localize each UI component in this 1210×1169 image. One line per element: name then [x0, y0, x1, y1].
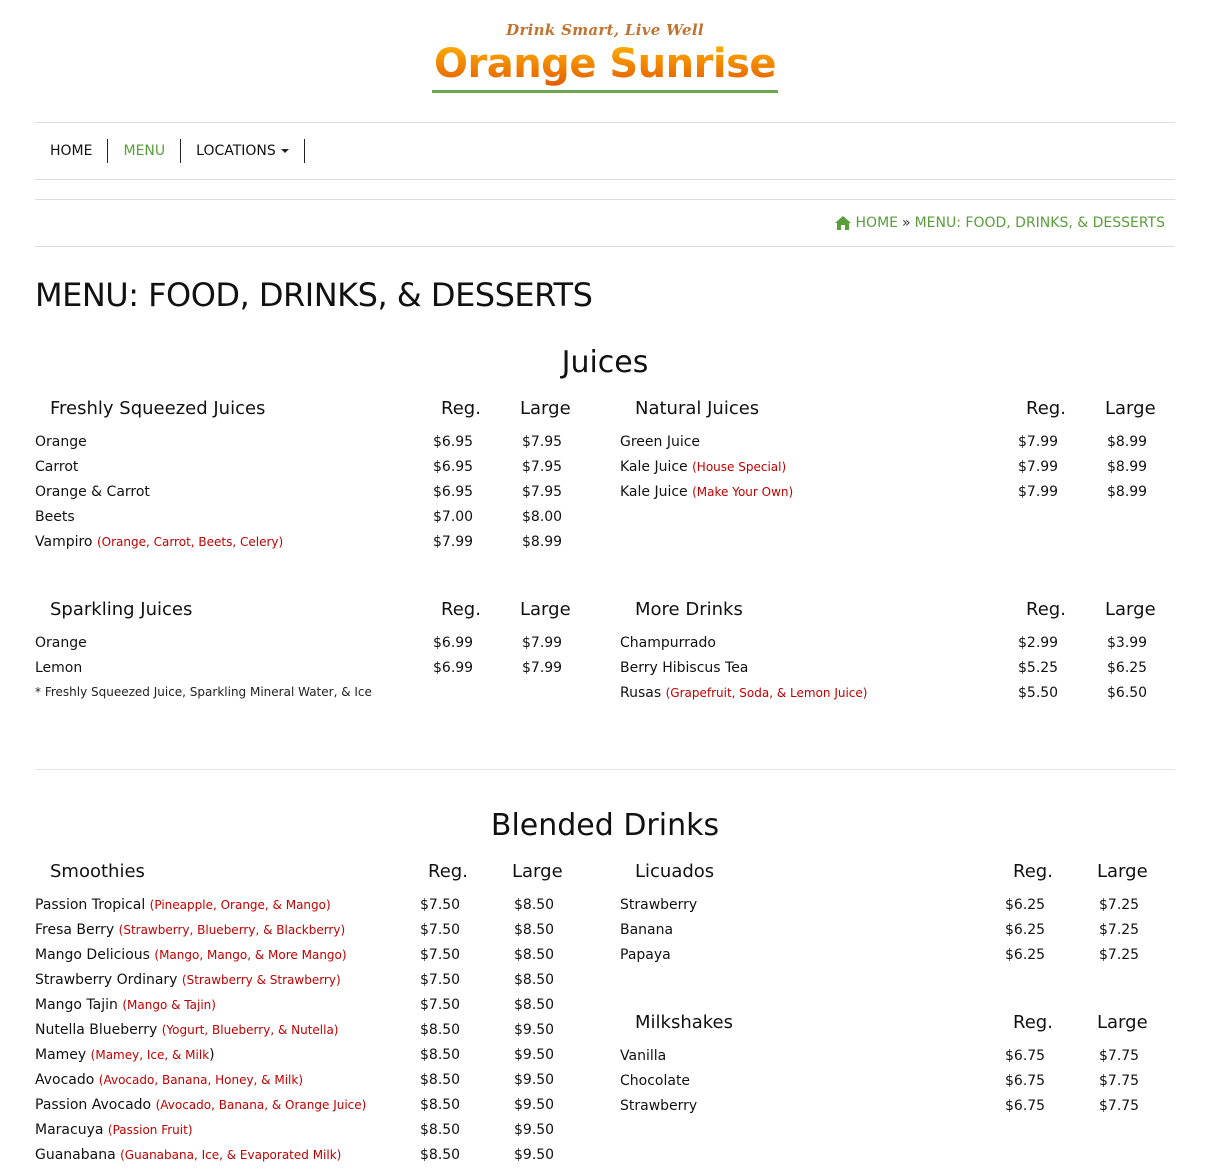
menu-item [35, 656, 590, 681]
menu-item-cell [620, 681, 867, 706]
menu-block-milkshakes [620, 1012, 1175, 1119]
column-header-large: Large [520, 599, 571, 620]
menu-item [620, 1094, 1175, 1119]
menu-item-name: Orange [35, 635, 87, 651]
price-regular: $7.50 [420, 997, 461, 1013]
price-large: $8.99 [522, 534, 563, 550]
menu-item [35, 631, 590, 656]
column-header-reg: Reg. [428, 861, 468, 882]
price-large: $8.99 [1107, 459, 1148, 475]
menu-item-cell [35, 656, 82, 681]
nav-menu[interactable]: MENU [108, 139, 181, 163]
menu-item-description: (Strawberry, Blueberry, & Blackberry) [118, 923, 346, 937]
menu-item [620, 918, 1175, 943]
menu-block-title: Freshly Squeezed Juices [50, 398, 266, 419]
menu-item-cell [620, 1044, 666, 1069]
menu-block-title: More Drinks [635, 599, 743, 620]
price-large: $8.50 [514, 897, 555, 913]
menu-item-cell [35, 968, 341, 993]
menu-item [35, 1118, 590, 1143]
menu-block-more [620, 599, 1175, 706]
menu-block-title: Licuados [635, 861, 715, 882]
price-large: $7.25 [1099, 947, 1140, 963]
column-header-large: Large [1097, 1012, 1148, 1033]
price-large: $3.99 [1107, 635, 1148, 651]
menu-item-name: Nutella Blueberry [35, 1022, 158, 1038]
menu-item-name: Strawberry Ordinary [35, 972, 178, 988]
menu-item-name: Fresa Berry [35, 922, 115, 938]
price-regular: $7.50 [420, 897, 461, 913]
price-regular: $6.25 [1005, 922, 1046, 938]
column-header-reg: Reg. [441, 398, 481, 419]
menu-item-cell [35, 631, 87, 656]
menu-item-description: (Passion Fruit) [107, 1123, 193, 1137]
menu-item-name: Maracuya [35, 1122, 104, 1138]
price-large: $9.50 [514, 1147, 555, 1163]
menu-item [35, 480, 590, 505]
menu-item [620, 943, 1175, 968]
menu-item-cell [35, 480, 150, 505]
menu-item-name: Vampiro [35, 534, 93, 550]
column-header-reg: Reg. [1026, 599, 1066, 620]
price-regular: $8.50 [420, 1147, 461, 1163]
menu-item-cell [35, 505, 75, 530]
menu-item-tail: ) [209, 1047, 215, 1063]
menu-item-cell [620, 893, 697, 918]
menu-item-description: (Orange, Carrot, Beets, Celery) [96, 535, 284, 549]
menu-block-header [620, 599, 1175, 631]
menu-item-cell [35, 1118, 193, 1143]
menu-item-name: Orange [35, 434, 87, 450]
menu-item-cell [35, 1143, 341, 1168]
menu-item-description: (Pineapple, Orange, & Mango) [149, 898, 331, 912]
menu-item [35, 893, 590, 918]
menu-item-name: Kale Juice [620, 459, 688, 475]
menu-item [35, 505, 590, 530]
column-header-large: Large [512, 861, 563, 882]
price-large: $8.00 [522, 509, 563, 525]
menu-item [620, 656, 1175, 681]
menu-item-name: Passion Avocado [35, 1097, 152, 1113]
menu-item [620, 430, 1175, 455]
price-regular: $8.50 [420, 1047, 461, 1063]
column-header-large: Large [520, 398, 571, 419]
menu-item-description: (House Special) [692, 460, 787, 474]
section-title-juices: Juices [561, 345, 649, 380]
price-regular: $6.95 [433, 434, 474, 450]
price-large: $7.95 [522, 459, 563, 475]
menu-item-description: (Avocado, Banana, & Orange Juice) [155, 1098, 367, 1112]
menu-item-name: Strawberry [620, 897, 698, 913]
price-large: $9.50 [514, 1022, 555, 1038]
menu-item-description: (Mamey, Ice, & Milk [90, 1048, 210, 1062]
main-nav [35, 122, 1175, 180]
column-header-reg: Reg. [1013, 1012, 1053, 1033]
menu-item-name: Mango Tajin [35, 997, 118, 1013]
price-large: $8.50 [514, 972, 555, 988]
price-large: $6.50 [1107, 685, 1148, 701]
menu-item-cell [620, 656, 748, 681]
price-regular: $6.75 [1005, 1048, 1046, 1064]
breadcrumb-home-link[interactable]: HOME [855, 215, 898, 231]
price-large: $9.50 [514, 1097, 555, 1113]
menu-item [620, 681, 1175, 706]
menu-block-header [35, 599, 590, 631]
menu-item-name: Banana [620, 922, 674, 938]
price-large: $7.99 [522, 660, 563, 676]
menu-item [35, 1043, 590, 1068]
price-regular: $8.50 [420, 1072, 461, 1088]
menu-item-cell [35, 993, 216, 1018]
menu-item-cell [620, 455, 786, 480]
price-large: $8.99 [1107, 484, 1148, 500]
menu-item-cell [620, 1094, 697, 1119]
menu-item [620, 455, 1175, 480]
column-header-large: Large [1097, 861, 1148, 882]
menu-item-name: Passion Tropical [35, 897, 146, 913]
menu-item-name: Avocado [35, 1072, 95, 1088]
menu-item-cell [35, 943, 347, 968]
menu-item-cell [35, 1043, 215, 1068]
price-large: $9.50 [514, 1122, 555, 1138]
menu-item-description: (Mango & Tajin) [122, 998, 216, 1012]
menu-item [35, 1093, 590, 1118]
menu-item [35, 918, 590, 943]
price-regular: $8.50 [420, 1122, 461, 1138]
menu-item [620, 480, 1175, 505]
menu-item [620, 893, 1175, 918]
menu-item-name: Mamey [35, 1047, 87, 1063]
price-large: $7.75 [1099, 1048, 1140, 1064]
menu-item-name: Rusas [620, 685, 662, 701]
menu-item-cell [620, 918, 673, 943]
price-regular: $6.99 [433, 660, 474, 676]
menu-block-header [620, 398, 1175, 430]
price-regular: $6.99 [433, 635, 474, 651]
menu-item-cell [35, 430, 87, 455]
menu-item-cell [35, 455, 78, 480]
menu-block-header [620, 1012, 1175, 1044]
nav-home[interactable]: HOME [35, 139, 108, 163]
menu-item-description: (Strawberry & Strawberry) [181, 973, 341, 987]
price-large: $6.25 [1107, 660, 1148, 676]
price-regular: $6.75 [1005, 1073, 1046, 1089]
price-large: $7.75 [1099, 1073, 1140, 1089]
brand-underline [432, 90, 778, 93]
column-header-large: Large [1105, 398, 1156, 419]
price-regular: $7.50 [420, 947, 461, 963]
menu-item [35, 1068, 590, 1093]
site-logo[interactable] [430, 18, 780, 98]
menu-item-name: Berry Hibiscus Tea [620, 660, 749, 676]
price-large: $9.50 [514, 1047, 555, 1063]
menu-item-cell [35, 918, 345, 943]
menu-block-header [35, 861, 590, 893]
price-regular: $2.99 [1018, 635, 1059, 651]
nav-locations-label: LOCATIONS [196, 143, 276, 159]
menu-item-cell [620, 480, 793, 505]
column-header-reg: Reg. [1013, 861, 1053, 882]
menu-item-name: Orange & Carrot [35, 484, 150, 500]
menu-item-cell [35, 1068, 303, 1093]
price-regular: $6.25 [1005, 897, 1046, 913]
menu-block-header [35, 398, 590, 430]
price-regular: $8.50 [420, 1022, 461, 1038]
menu-item [35, 943, 590, 968]
price-large: $7.95 [522, 434, 563, 450]
price-large: $7.75 [1099, 1098, 1140, 1114]
menu-item [35, 993, 590, 1018]
nav-locations[interactable] [181, 139, 305, 163]
menu-item-description: (Grapefruit, Soda, & Lemon Juice) [665, 686, 868, 700]
menu-item-cell [35, 1093, 366, 1118]
menu-item-description: (Yogurt, Blueberry, & Nutella) [161, 1023, 339, 1037]
price-regular: $6.75 [1005, 1098, 1046, 1114]
menu-item [35, 1143, 590, 1168]
menu-item-name: Green Juice [620, 434, 701, 450]
menu-item [620, 1069, 1175, 1094]
menu-item [35, 968, 590, 993]
price-large: $8.50 [514, 947, 555, 963]
price-regular: $5.25 [1018, 660, 1059, 676]
price-regular: $7.99 [433, 534, 474, 550]
menu-note: * Freshly Squeezed Juice, Sparkling Mineral Water, & Ice [35, 685, 372, 699]
menu-item-description: (Avocado, Banana, Honey, & Milk) [98, 1073, 304, 1087]
price-large: $7.25 [1099, 897, 1140, 913]
menu-item-name: Papaya [620, 947, 671, 963]
section-divider [35, 769, 1175, 770]
menu-block-header [620, 861, 1175, 893]
menu-item-name: Chocolate [620, 1073, 691, 1089]
price-regular: $6.25 [1005, 947, 1046, 963]
price-large: $9.50 [514, 1072, 555, 1088]
price-large: $8.50 [514, 922, 555, 938]
menu-block-sparkling [35, 599, 590, 699]
menu-item-name: Guanabana [35, 1147, 116, 1163]
price-regular: $6.95 [433, 459, 474, 475]
menu-block-smoothies [35, 861, 590, 1168]
price-regular: $7.99 [1018, 434, 1059, 450]
menu-block-title: Sparkling Juices [50, 599, 193, 620]
menu-block-title: Smoothies [50, 861, 145, 882]
caret-down-icon [281, 149, 289, 153]
menu-block-fresh [35, 398, 590, 555]
breadcrumb-separator: » [902, 215, 911, 231]
price-regular: $7.50 [420, 922, 461, 938]
price-large: $7.25 [1099, 922, 1140, 938]
column-header-large: Large [1105, 599, 1156, 620]
home-icon [835, 216, 851, 230]
menu-item-cell [620, 943, 671, 968]
price-large: $7.95 [522, 484, 563, 500]
menu-item-cell [620, 1069, 690, 1094]
menu-item [35, 1018, 590, 1043]
column-header-reg: Reg. [1026, 398, 1066, 419]
menu-item [620, 1044, 1175, 1069]
menu-item-description: (Guanabana, Ice, & Evaporated Milk) [120, 1148, 342, 1162]
price-regular: $8.50 [420, 1097, 461, 1113]
price-large: $7.99 [522, 635, 563, 651]
menu-item-name: Strawberry [620, 1098, 698, 1114]
breadcrumb-current[interactable]: MENU: FOOD, DRINKS, & DESSERTS [914, 215, 1165, 231]
menu-item-name: Carrot [35, 459, 79, 475]
menu-item-cell [620, 631, 716, 656]
menu-block-title: Milkshakes [635, 1012, 734, 1033]
price-regular: $7.99 [1018, 459, 1059, 475]
menu-item-cell [35, 893, 331, 918]
price-large: $8.50 [514, 997, 555, 1013]
breadcrumb [35, 199, 1175, 247]
menu-item [35, 530, 590, 555]
column-header-reg: Reg. [441, 599, 481, 620]
menu-item [620, 631, 1175, 656]
menu-item [35, 455, 590, 480]
menu-item-name: Kale Juice [620, 484, 688, 500]
menu-item [35, 430, 590, 455]
menu-block-licuados [620, 861, 1175, 968]
menu-item-name: Champurrado [620, 635, 716, 651]
menu-item-name: Vanilla [620, 1048, 667, 1064]
menu-item-name: Mango Delicious [35, 947, 150, 963]
section-title-blended: Blended Drinks [490, 808, 720, 843]
price-regular: $5.50 [1018, 685, 1059, 701]
brand-name: Orange Sunrise [430, 42, 780, 86]
menu-item-cell [35, 530, 283, 555]
menu-item-cell [620, 430, 700, 455]
price-regular: $6.95 [433, 484, 474, 500]
menu-item-name: Beets [35, 509, 75, 525]
price-large: $8.99 [1107, 434, 1148, 450]
price-regular: $7.00 [433, 509, 474, 525]
tagline: Drink Smart, Live Well [506, 21, 704, 39]
menu-block-natural [620, 398, 1175, 505]
page-title: MENU: FOOD, DRINKS, & DESSERTS [35, 276, 593, 314]
menu-item-description: (Make Your Own) [692, 485, 794, 499]
menu-item-cell [35, 1018, 339, 1043]
menu-block-title: Natural Juices [635, 398, 760, 419]
menu-item-description: (Mango, Mango, & More Mango) [154, 948, 347, 962]
menu-item-name: Lemon [35, 660, 83, 676]
price-regular: $7.50 [420, 972, 461, 988]
price-regular: $7.99 [1018, 484, 1059, 500]
